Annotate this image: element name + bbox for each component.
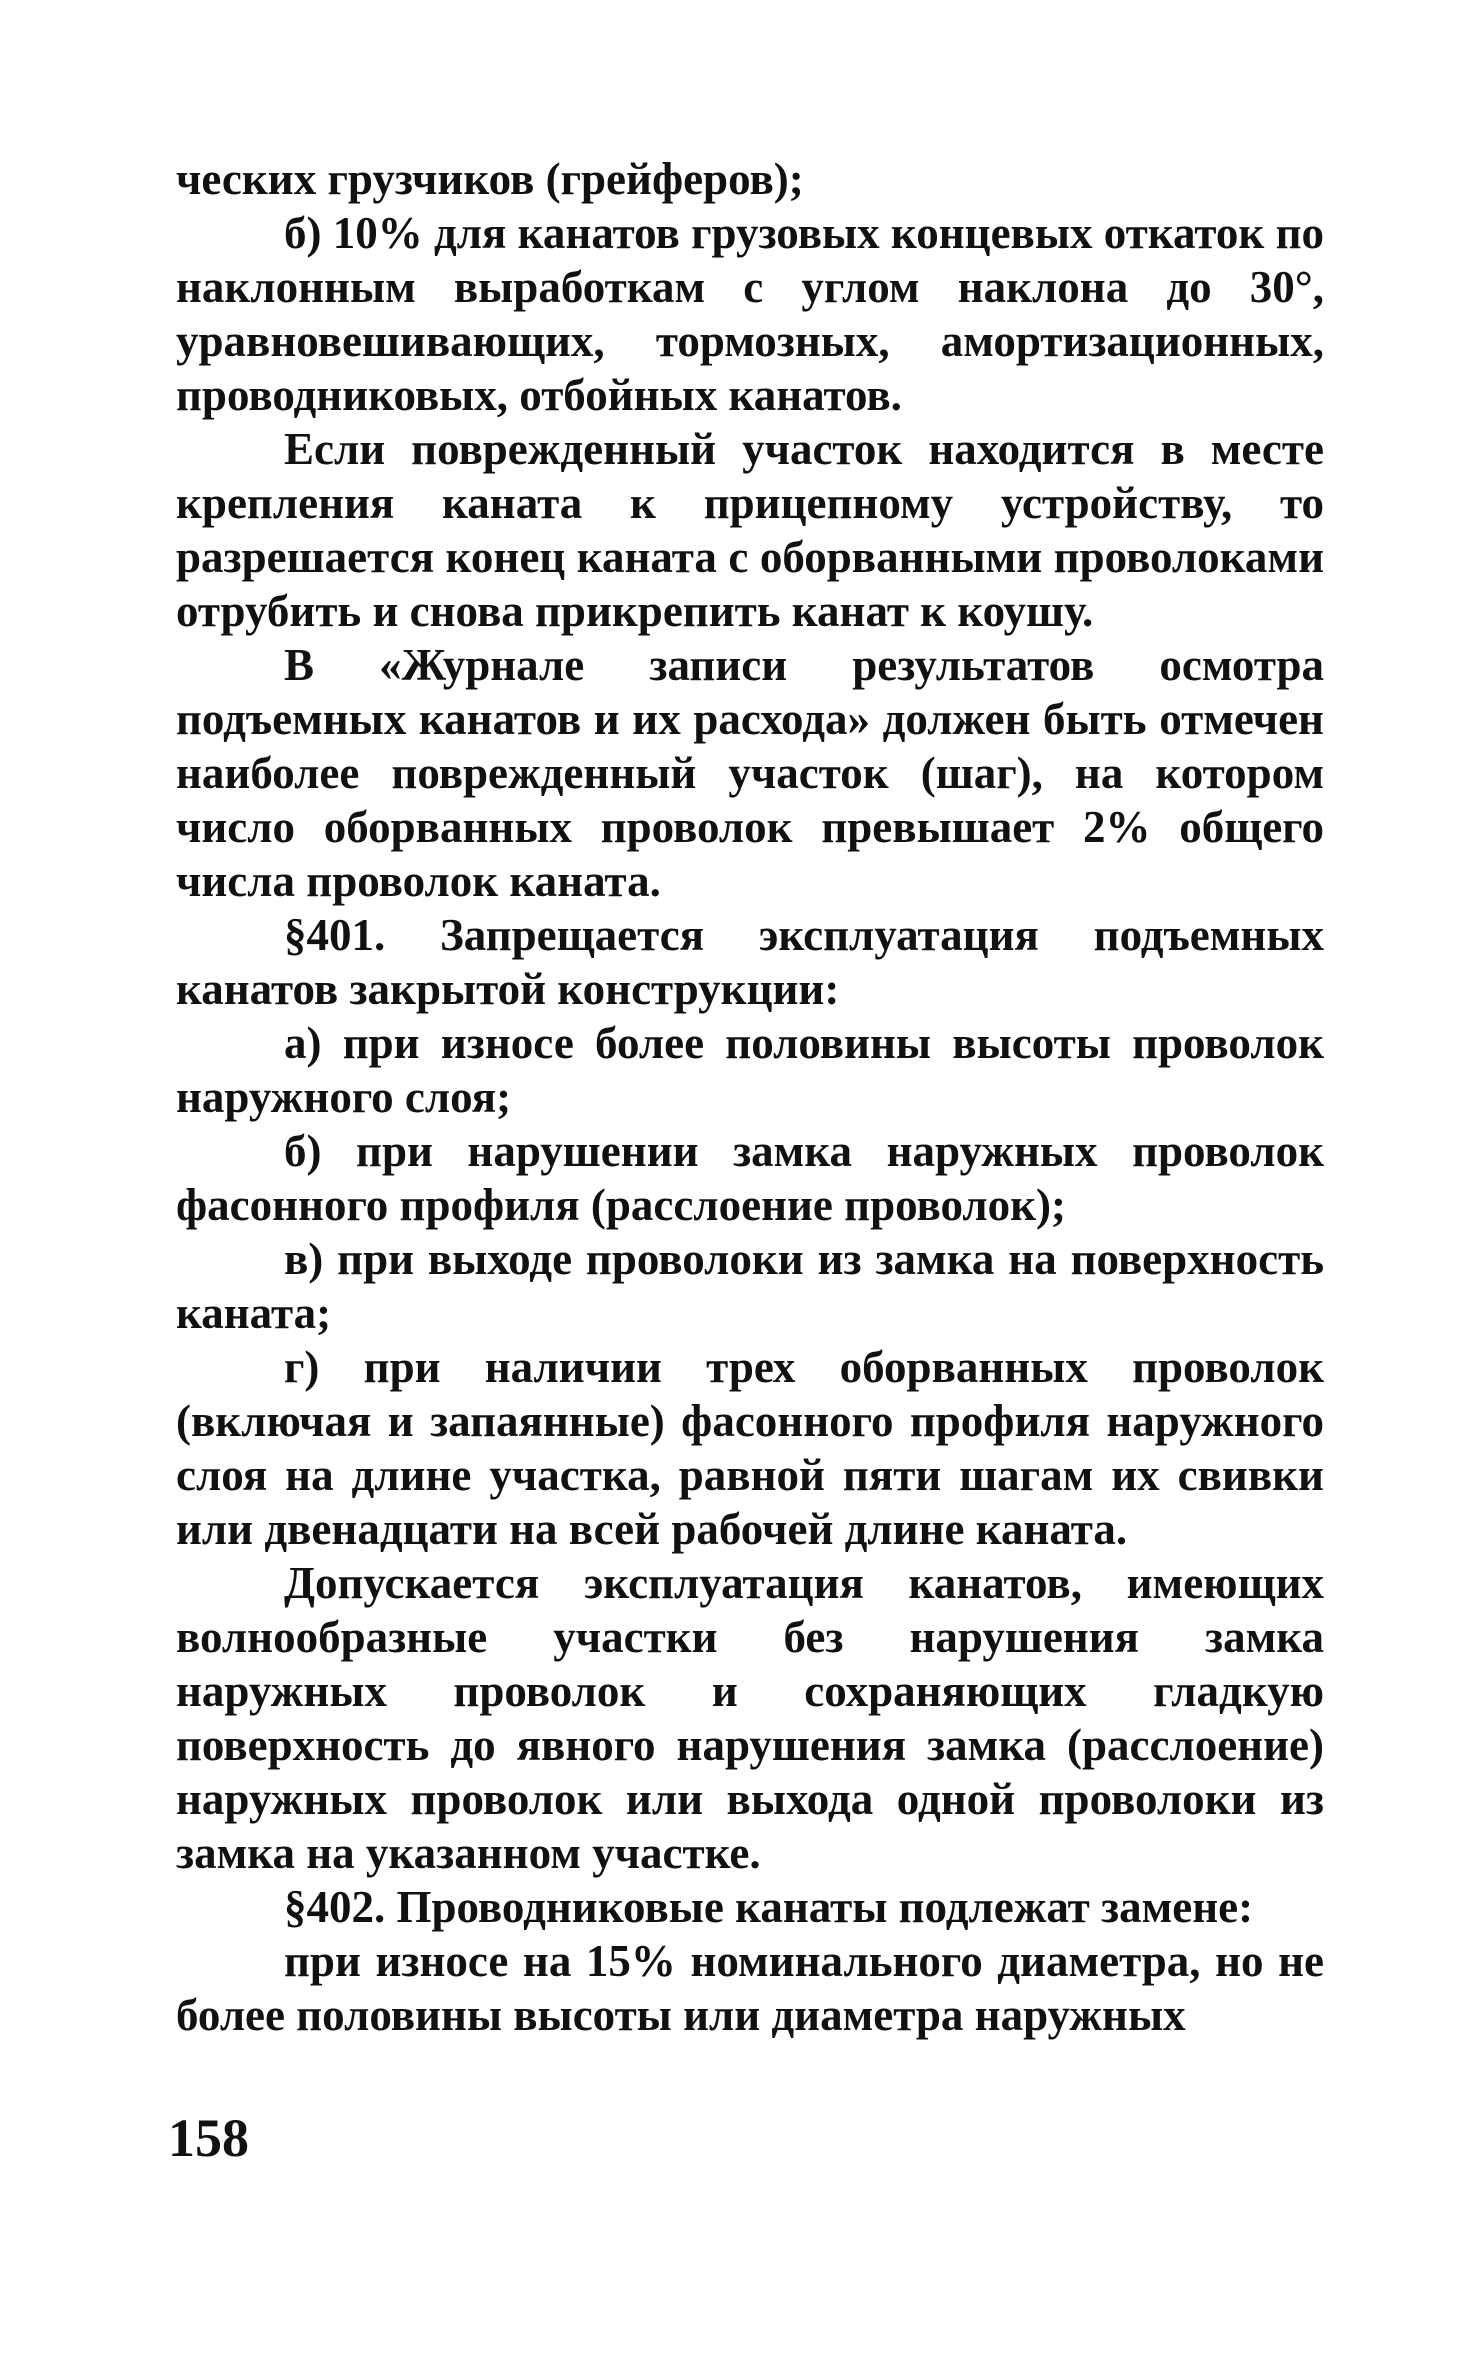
paragraph-9: г) при наличии трех оборванных проволок (включая и запаянные) фасонного профиля наружного слоя на длине участка, равной пяти шагам их свивки или двенадцати на всей рабочей длине каната. bbox=[176, 1342, 1324, 1554]
paragraph-8: в) при выходе проволоки из замка на поверхность каната; bbox=[176, 1234, 1324, 1338]
paragraph-11: §402. Проводниковые канаты подлежат замене: bbox=[284, 1882, 1254, 1932]
paragraph-7: б) при нарушении замка наружных проволок фасонного профиля (расслоение проволок); bbox=[176, 1126, 1324, 1230]
paragraph-6: а) при износе более половины высоты проволок наружного слоя; bbox=[176, 1018, 1324, 1122]
paragraph-5: §401. Запрещается эксплуатация подъемных канатов закрытой конструкции: bbox=[176, 910, 1324, 1014]
body-text bbox=[176, 152, 1324, 2042]
paragraph-1: ческих грузчиков (грейферов); bbox=[176, 154, 804, 204]
page-number: 158 bbox=[168, 2108, 249, 2168]
paragraph-3: Если поврежденный участок находится в месте крепления каната к прицепному устройству, то разрешается конец каната с оборванными проволоками отрубить и снова прикрепить канат к коушу. bbox=[176, 424, 1324, 636]
paragraph-4: В «Журнале записи результатов осмотра подъемных канатов и их расхода» должен быть отмечен наиболее поврежденный участок (шаг), на котором число оборванных проволок превышает 2% общего числа проволок каната. bbox=[176, 640, 1324, 906]
paragraph-10: Допускается эксплуатация канатов, имеющих волнообразные участки без нарушения замка наружных проволок и сохраняющих гладкую поверхность до явного нарушения замка (расслоение) наружных проволок или выхода одной проволоки из замка на указанном участке. bbox=[176, 1558, 1324, 1878]
paragraph-12: при износе на 15% номинального диаметра, но не более половины высоты или диаметра наружных bbox=[176, 1936, 1324, 2040]
paragraph-2: б) 10% для канатов грузовых концевых откаток по наклонным выработкам с углом наклона до 30°, уравновешивающих, тормозных, амортизационных, проводниковых, отбойных канатов. bbox=[176, 208, 1324, 420]
